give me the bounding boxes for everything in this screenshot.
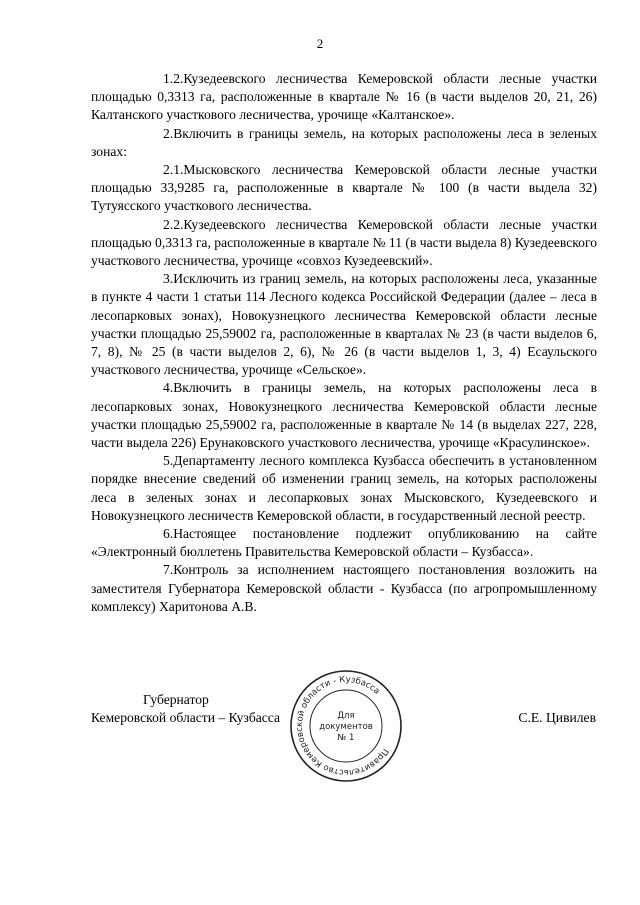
paragraph-text: Исключить из границ земель, на которых расположены леса, указанные в пункте 4 части 1 статьи 114 Лесного кодекса Российской Федерации (далее – леса в лесопарковых зонах), Новокузнецкого лесничества Кемеровской области лесные участки площадью 25,59002 га, расположенные в кварталах № 23 (в части выделов 6, 7, 8), № 25 (в части выделов 2, 6), № 26 (в части выделов 1, 3, 4) Есаульского участкового лесничества, урочище «Сельское».	[91, 271, 597, 378]
paragraph-text: Включить в границы земель, на которых расположены леса в зеленых зонах:	[91, 125, 597, 159]
paragraph	[91, 70, 597, 125]
paragraph-text: Кузедеевского лесничества Кемеровской области лесные участки площадью 0,3313 га, расположенные в квартале № 16 (в части выделов 20, 21, 26) Калтанского участкового лесничества, урочище «Калтанское».	[91, 71, 597, 123]
paragraph-text: Мысковского лесничества Кемеровской области лесные участки площадью 33,9285 га, расположенные в квартале № 100 (в части выдела 32) Тутуясского участкового лесничества.	[91, 162, 597, 214]
paragraph-number: 2.	[163, 125, 174, 141]
paragraph-number: 3.	[163, 271, 174, 287]
paragraph	[91, 161, 597, 216]
official-stamp	[288, 668, 404, 784]
paragraph-number: 6.	[163, 526, 174, 542]
signature-title: Губернатор	[143, 692, 209, 707]
paragraph	[91, 452, 597, 525]
page-number: 2	[316, 36, 324, 51]
stamp-center-line3: № 1	[337, 733, 355, 743]
signatory-name: С.Е. Цивилев	[518, 710, 596, 725]
signature-region: Кемеровской области – Кузбасса	[91, 710, 281, 725]
paragraph-number: 5.	[163, 453, 174, 469]
paragraph-number: 2.1.	[163, 162, 184, 178]
paragraph	[91, 379, 597, 452]
paragraph-text: Включить в границы земель, на которых расположены леса в лесопарковых зонах, Новокузнецкого лесничества Кемеровской области лесные участки площадью 25,59002 га, расположенные в квартале № 14 (в выделах 227, 228, части выдела 226) Ерунаковского участкового лесничества, урочище «Красулинское».	[91, 380, 597, 451]
paragraph-text: Департаменту лесного комплекса Кузбасса обеспечить в установленном порядке внесение сведений об изменении границ земель, на которых расположены леса в зеленых зонах и лесопарковых зонах Мысковского, Кузедеевского и Новокузнецкого лесничеств Кемеровской области, в государственный лесной реестр.	[91, 453, 597, 523]
paragraph-number: 4.	[163, 380, 174, 396]
stamp-center-line1: Для	[337, 711, 355, 721]
paragraph	[91, 561, 597, 616]
stamp-center-line2: документов	[319, 722, 373, 732]
paragraph	[91, 216, 597, 271]
paragraph-text: Настоящее постановление подлежит опубликованию на сайте «Электронный бюллетень Правительства Кемеровской области – Кузбасса».	[91, 526, 597, 560]
paragraph	[91, 525, 597, 561]
paragraph-number: 1.2.	[163, 71, 184, 86]
paragraph-number: 7.	[163, 562, 174, 578]
paragraph-number: 2.2.	[163, 216, 184, 232]
paragraph-text: Контроль за исполнением настоящего постановления возложить на заместителя Губернатора Кемеровской области - Кузбасса (по агропромышленному комплексу) Харитонова А.В.	[91, 562, 597, 614]
paragraph-text: Кузедеевского лесничества Кемеровской области лесные участки площадью 0,3313 га, расположенные в квартале № 11 (в части выдела 8) Кузедеевского участкового лесничества, урочище «совхоз Кузедеевский».	[91, 216, 597, 269]
stamp-ring-text: Правительство Кемеровской области - Кузбасса	[294, 674, 391, 778]
document-body	[91, 70, 597, 616]
paragraph	[91, 270, 597, 379]
paragraph	[91, 125, 597, 161]
